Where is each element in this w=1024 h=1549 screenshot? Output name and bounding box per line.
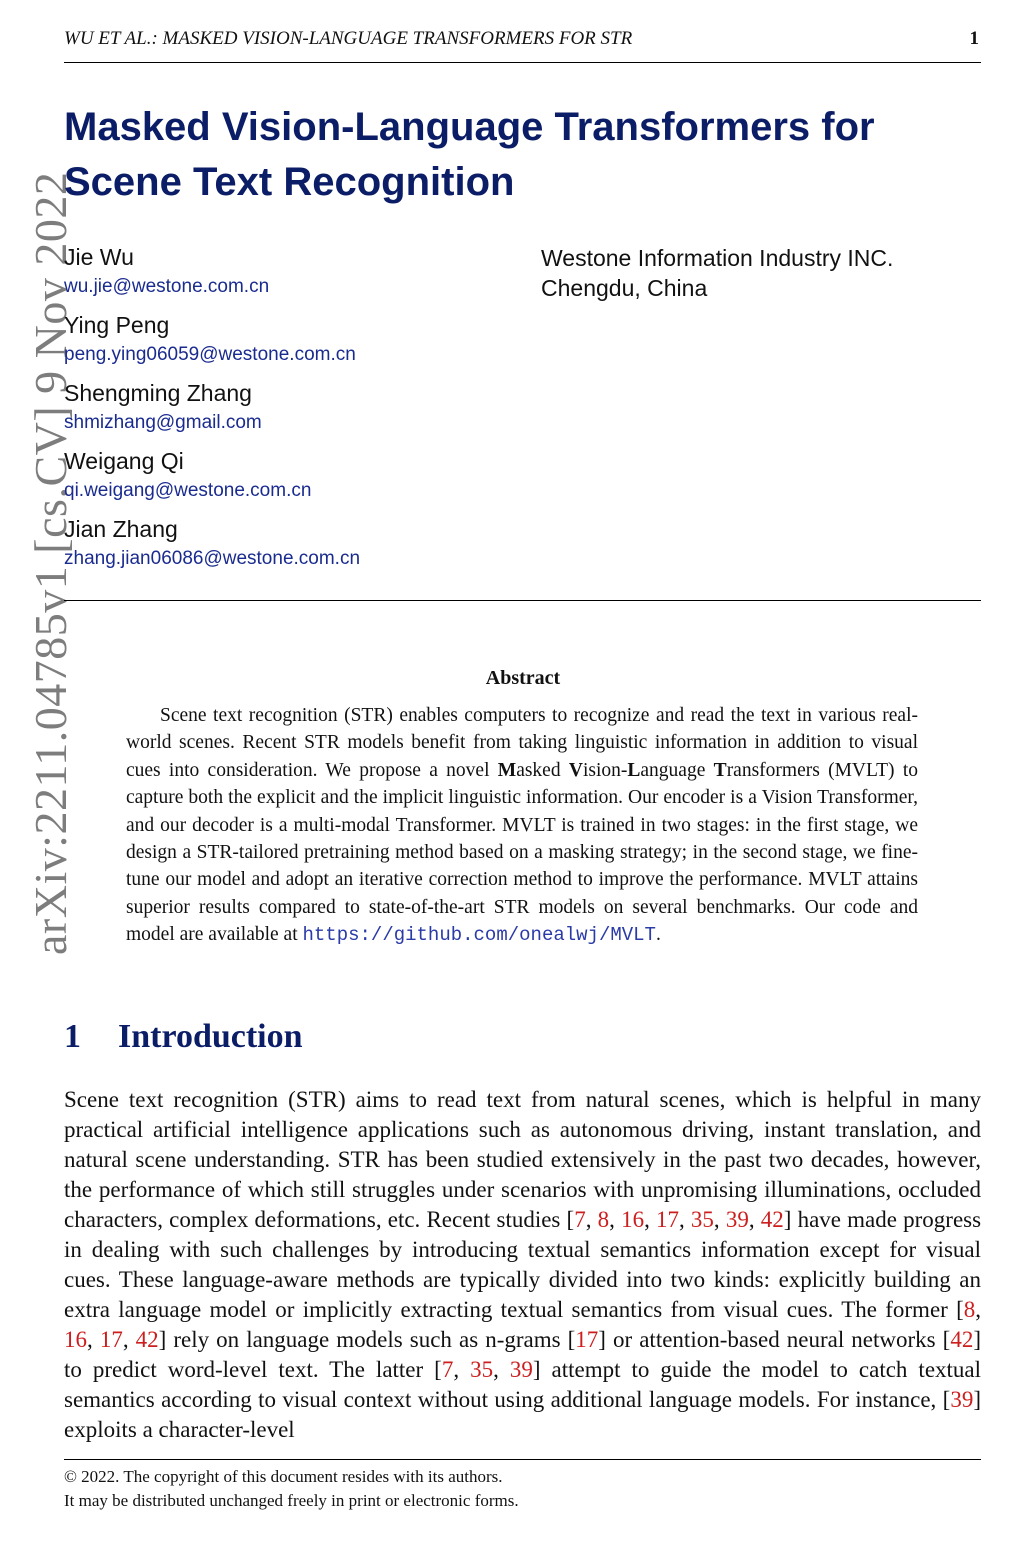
author-entry [64, 379, 524, 447]
citation-link[interactable]: 17 [99, 1327, 123, 1352]
intro-paragraph: Scene text recognition (STR) aims to read text from natural scenes, which is helpful in many practical artificial intelligence applications such as autonomous driving, instant translation, and natural scene understanding. STR has been studied extensively in the past two decades, however, the performance of which still struggles under scenarios with unpromising illuminations, occluded characters, complex deformations, etc. Recent studies [7, 8, 16, 17, 35, 39, 42] have made progress in dealing with such challenges by introducing textual semantics information except for visual cues. These language-aware methods are typically divided into two kinds: explicitly building an extra language model or implicitly extracting textual semantics from visual cues. The former [8, 16, 17, 42] rely on language models such as n-grams [17] or attention-based neural networks [42] to predict word-level text. The latter [7, 35, 39] attempt to guide the model to catch textual semantics according to visual context without using additional language models. For instance, [39] exploits a character-level [64, 1087, 982, 1442]
author-name: Shengming Zhang [64, 380, 252, 406]
author-email[interactable]: qi.weigang@westone.com.cn [64, 480, 312, 501]
section-heading [64, 1018, 303, 1056]
author-entry [64, 311, 524, 379]
author-name: Jie Wu [64, 244, 134, 270]
citation-link[interactable]: 35 [470, 1357, 494, 1382]
author-email[interactable]: peng.ying06059@westone.com.cn [64, 344, 356, 365]
code-link[interactable]: https://github.com/onealwj/MVLT [302, 924, 656, 947]
author-entry [64, 447, 524, 515]
author-entry [64, 243, 524, 311]
citation-link[interactable]: 42 [135, 1327, 159, 1352]
citation-link[interactable]: 39 [950, 1387, 974, 1412]
citation-link[interactable]: 35 [690, 1207, 714, 1232]
distribution-line: It may be distributed unchanged freely in print or electronic forms. [64, 1491, 519, 1510]
running-title: WU ET AL.: MASKED VISION-LANGUAGE TRANSFORMERS FOR STR [64, 28, 633, 49]
citation-link[interactable]: 8 [963, 1297, 976, 1322]
citation-link[interactable]: 17 [575, 1327, 599, 1352]
citation-link[interactable]: 8 [597, 1207, 610, 1232]
author-name: Ying Peng [64, 312, 170, 338]
author-email[interactable]: zhang.jian06086@westone.com.cn [64, 548, 361, 569]
author-email[interactable]: shmizhang@gmail.com [64, 412, 262, 433]
header-divider [64, 600, 981, 601]
citation-link[interactable]: 16 [64, 1327, 87, 1352]
citation-link[interactable]: 17 [655, 1207, 679, 1232]
author-list [64, 243, 524, 583]
abstract-heading: Abstract [485, 667, 561, 689]
citation-link[interactable]: 42 [950, 1327, 974, 1352]
author-entry [64, 515, 524, 583]
affiliation-org: Westone Information Industry INC. [541, 245, 894, 271]
citation-link[interactable]: 16 [621, 1207, 645, 1232]
abstract-body: Scene text recognition (STR) enables computers to recognize and read the text in various real-world scenes. Recent STR models benefit from taking linguistic information in addition to visual cues into consideration. We propose a novel Masked Vision-Language Transformers (MVLT) to capture both the explicit and the implicit linguistic information. Our encoder is a Vision Transformer, and our decoder is a multi-modal Transformer. MVLT is trained in two stages: in the first stage, we design a STR-tailored pretraining method based on a masking strategy; in the second stage, we fine-tune our model and adopt an iterative correction method to improve the performance. MVLT attains superior results compared to state-of-the-art STR models on several benchmarks. Our code and model are available at https://github.com/onealwj/MVLT. [126, 705, 918, 947]
citation-link[interactable]: 7 [574, 1207, 586, 1232]
page-number: 1 [969, 28, 979, 49]
citation-link[interactable]: 39 [509, 1357, 533, 1382]
section-title: Introduction [118, 1018, 303, 1055]
copyright-footnote [64, 1465, 519, 1513]
citation-link[interactable]: 42 [760, 1207, 784, 1232]
running-header [64, 28, 981, 63]
section-number: 1 [64, 1018, 81, 1055]
paper-title: Masked Vision-Language Transformers for Scene Text Recognition [64, 105, 875, 204]
author-name: Weigang Qi [64, 448, 184, 474]
author-email[interactable]: wu.jie@westone.com.cn [64, 276, 270, 297]
copyright-line: © 2022. The copyright of this document resides with its authors. [64, 1467, 503, 1486]
affiliation [541, 243, 893, 303]
footnote-divider [64, 1459, 981, 1460]
citation-link[interactable]: 7 [441, 1357, 454, 1382]
affiliation-location: Chengdu, China [541, 275, 708, 301]
arxiv-stamp: arXiv:2211.04785v1 [cs.CV] 9 Nov 2022 [25, 171, 76, 955]
citation-link[interactable]: 39 [725, 1207, 749, 1232]
author-name: Jian Zhang [64, 516, 178, 542]
